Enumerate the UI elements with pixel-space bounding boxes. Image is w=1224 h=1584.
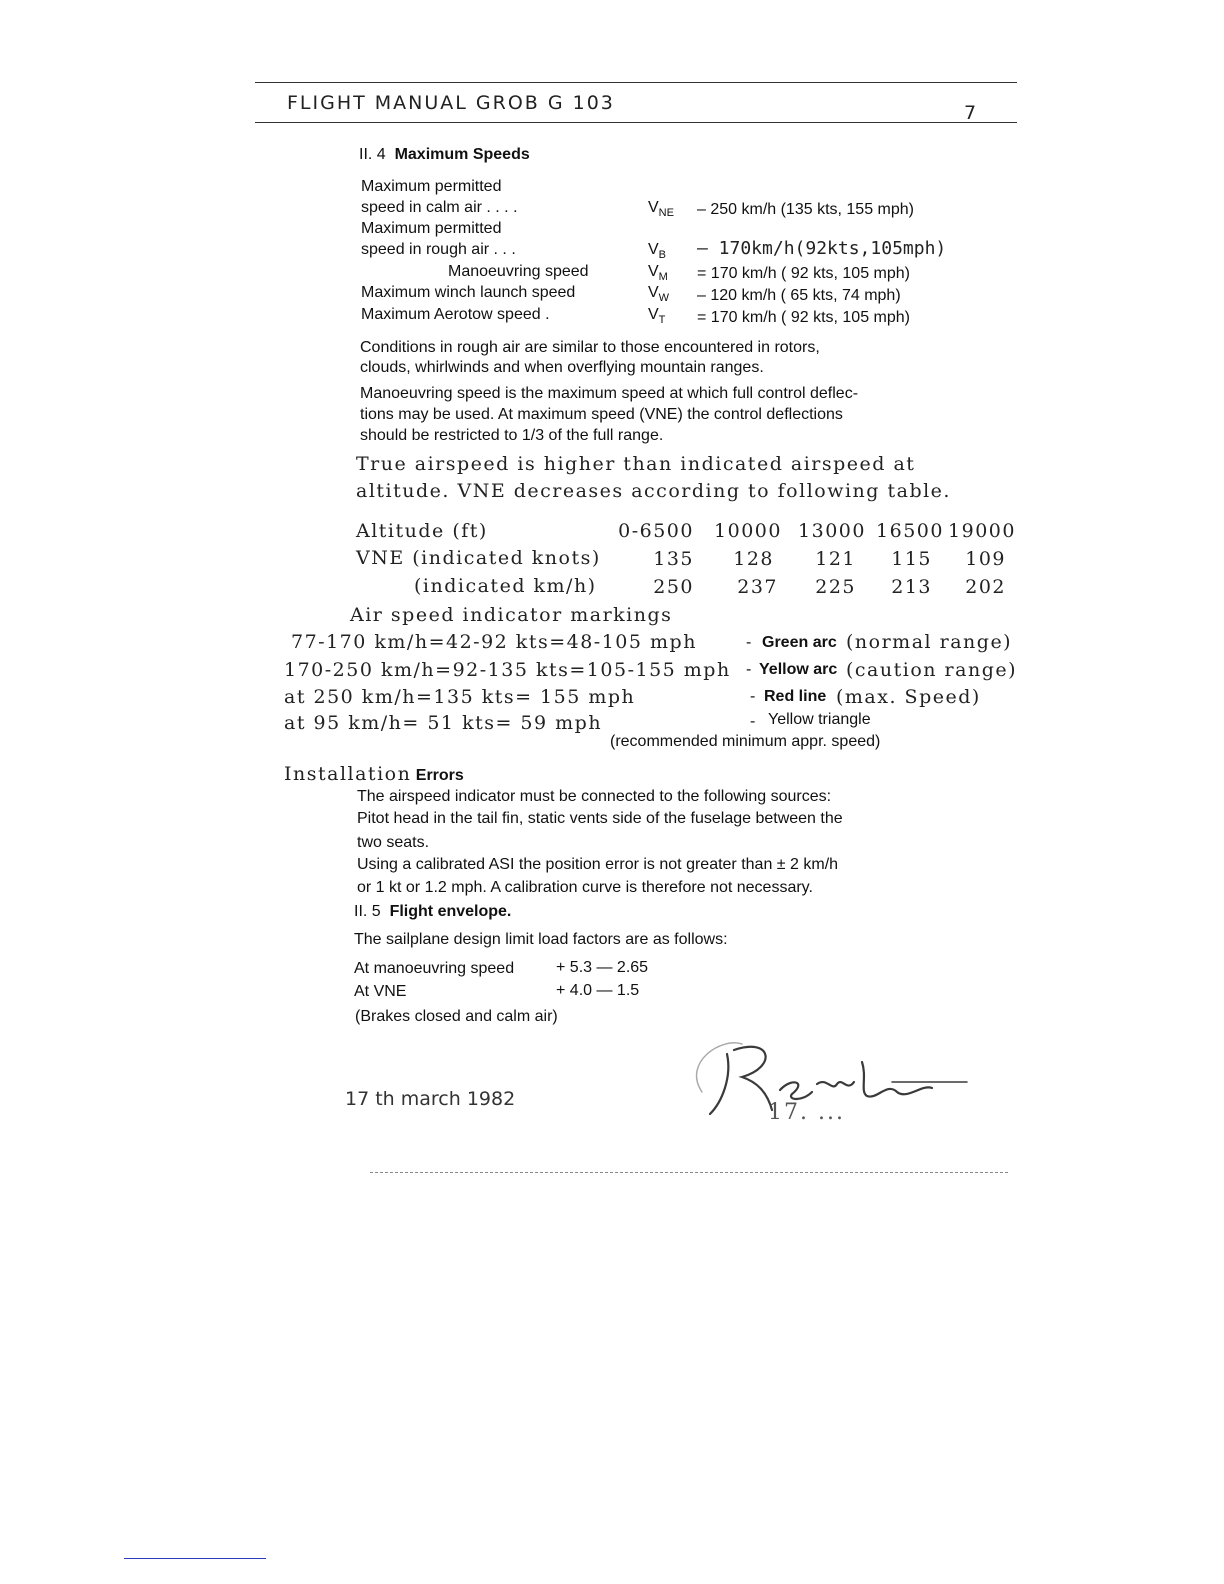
- marking-row-1-meaning: (normal range): [846, 631, 1013, 653]
- marking-row-2-color: Yellow arc: [759, 661, 838, 678]
- speed-row-5-label: Maximum Aerotow speed .: [361, 306, 550, 323]
- vne-table-row-1-cell-2: 128: [733, 548, 774, 570]
- vne-table-row-2-cell-4: 213: [891, 576, 932, 598]
- installation-line-1: The airspeed indicator must be connected to the following sources:: [357, 788, 832, 805]
- envelope-row-2-value: + 4.0 — 1.5: [556, 982, 640, 999]
- marking-row-4-color: Yellow triangle: [768, 711, 871, 728]
- vne-table-col-2: 10000: [714, 520, 782, 542]
- installation-line-3: two seats.: [357, 834, 430, 851]
- speed-row-2-label2: speed in rough air . . .: [361, 241, 516, 258]
- page-footnote-rule: [124, 1558, 266, 1559]
- speed-row-1-value: – 250 km/h (135 kts, 155 mph): [697, 201, 914, 218]
- installation-heading: [284, 763, 464, 785]
- installation-line-2: Pitot head in the tail fin, static vents side of the fuselage between the: [357, 810, 843, 827]
- rough-air-paragraph-line-1: Conditions in rough air are similar to those encountered in rotors,: [360, 339, 820, 356]
- envelope-intro: The sailplane design limit load factors are as follows:: [354, 931, 728, 948]
- marking-row-3-dash: -: [750, 688, 756, 705]
- speed-row-4-symbol: $V_W$: [648, 284, 670, 305]
- speed-row-1-label2: speed in calm air . . . .: [361, 199, 518, 216]
- vne-table-row-2-cell-2: 237: [737, 576, 778, 598]
- section-title: Maximum Speeds: [394, 146, 530, 163]
- section-heading-envelope: [354, 903, 511, 921]
- installation-line-5: or 1 kt or 1.2 mph. A calibration curve is therefore not necessary.: [357, 879, 813, 896]
- manual-title: FLIGHT MANUAL GROB G 103: [287, 92, 615, 114]
- signature-date: 17. ...: [768, 1100, 845, 1125]
- speed-row-1-label1: Maximum permitted: [361, 178, 502, 195]
- marking-row-1-range: 77-170 km/h=42-92 kts=48-105 mph: [291, 631, 697, 653]
- marking-row-2-range: 170-250 km/h=92-135 kts=105-155 mph: [284, 659, 731, 681]
- envelope-row-2-label: At VNE: [354, 983, 407, 1000]
- section-heading-speeds: [359, 146, 530, 164]
- footer-rule: [370, 1172, 1008, 1173]
- true-airspeed-line-2: altitude. VNE decreases according to following table.: [356, 480, 951, 502]
- manoeuvring-paragraph-line-1: Manoeuvring speed is the maximum speed at which full control deflec-: [360, 385, 859, 402]
- speed-row-2-label1: Maximum permitted: [361, 220, 502, 237]
- speed-row-5-symbol: $V_T$: [648, 306, 666, 327]
- speed-row-3-value: = 170 km/h ( 92 kts, 105 mph): [697, 265, 910, 282]
- marking-row-3-range: at 250 km/h=135 kts= 155 mph: [284, 686, 636, 708]
- marking-row-4-dash: -: [750, 713, 756, 730]
- speed-row-5-value: = 170 km/h ( 92 kts, 105 mph): [697, 309, 910, 326]
- footer-date: 17 th march 1982: [345, 1088, 516, 1110]
- speed-row-4-value: – 120 km/h ( 65 kts, 74 mph): [697, 287, 901, 304]
- envelope-note: (Brakes closed and calm air): [355, 1008, 558, 1025]
- manoeuvring-paragraph-line-3: should be restricted to 1/3 of the full range.: [360, 427, 664, 444]
- vne-table-row-2-cell-5: 202: [965, 576, 1006, 598]
- envelope-row-1-label: At manoeuvring speed: [354, 960, 515, 977]
- vne-table-row-1-cell-1: 135: [653, 548, 694, 570]
- speed-row-2-symbol: $V_B$: [648, 241, 667, 262]
- manoeuvring-paragraph-line-2: tions may be used. At maximum speed (VNE) the control deflections: [360, 406, 843, 423]
- page-number: 7: [964, 102, 979, 124]
- marking-row-1-dash: -: [746, 634, 752, 651]
- vne-table-row-1-label: VNE (indicated knots): [356, 547, 601, 569]
- installation-heading-bold: Errors: [415, 767, 464, 784]
- envelope-row-1-value: + 5.3 — 2.65: [556, 959, 649, 976]
- marking-row-4-range: at 95 km/h= 51 kts= 59 mph: [284, 712, 603, 734]
- vne-table-col-4: 16500: [876, 520, 944, 542]
- speed-row-2-value: – 170km/h(92kts,105mph): [697, 238, 947, 259]
- vne-table-row-1-cell-5: 109: [965, 548, 1006, 570]
- rough-air-paragraph-line-2: clouds, whirlwinds and when overflying mountain ranges.: [360, 359, 764, 376]
- vne-table-col-5: 19000: [948, 520, 1016, 542]
- marking-row-2-dash: -: [746, 661, 752, 678]
- installation-line-4: Using a calibrated ASI the position error is not greater than ± 2 km/h: [357, 856, 839, 873]
- section-title: Flight envelope.: [389, 903, 512, 920]
- installation-heading-serif: Installation: [284, 763, 412, 785]
- true-airspeed-line-1: True airspeed is higher than indicated airspeed at: [356, 453, 916, 475]
- marking-row-2-meaning: (caution range): [846, 659, 1018, 681]
- speed-row-1-symbol: $V_{NE}$: [648, 199, 674, 220]
- marking-row-3-color: Red line: [764, 688, 827, 705]
- vne-table-row-1-cell-3: 121: [815, 548, 856, 570]
- markings-footnote: (recommended minimum appr. speed): [610, 733, 881, 750]
- speed-row-4-label: Maximum winch launch speed: [361, 284, 576, 301]
- vne-table-row-2-cell-3: 225: [815, 576, 856, 598]
- marking-row-3-meaning: (max. Speed): [836, 686, 981, 708]
- header-bottom-rule: [255, 122, 1017, 123]
- speed-row-3-label: Manoeuvring speed: [448, 263, 589, 280]
- section-number: II. 4: [359, 146, 386, 163]
- speed-row-3-symbol: $V_M$: [648, 263, 668, 284]
- vne-table-col-1: 0-6500: [618, 520, 694, 542]
- vne-table-row-1-cell-4: 115: [891, 548, 932, 570]
- header-top-rule: [255, 82, 1017, 83]
- vne-table-row-2-cell-1: 250: [653, 576, 694, 598]
- section-number: II. 5: [354, 903, 381, 920]
- marking-row-1-color: Green arc: [762, 634, 837, 651]
- vne-table-header-label: Altitude (ft): [356, 520, 488, 542]
- markings-heading: Air speed indicator markings: [350, 604, 673, 626]
- vne-table-row-2-label: (indicated km/h): [414, 575, 597, 597]
- vne-table-col-3: 13000: [798, 520, 866, 542]
